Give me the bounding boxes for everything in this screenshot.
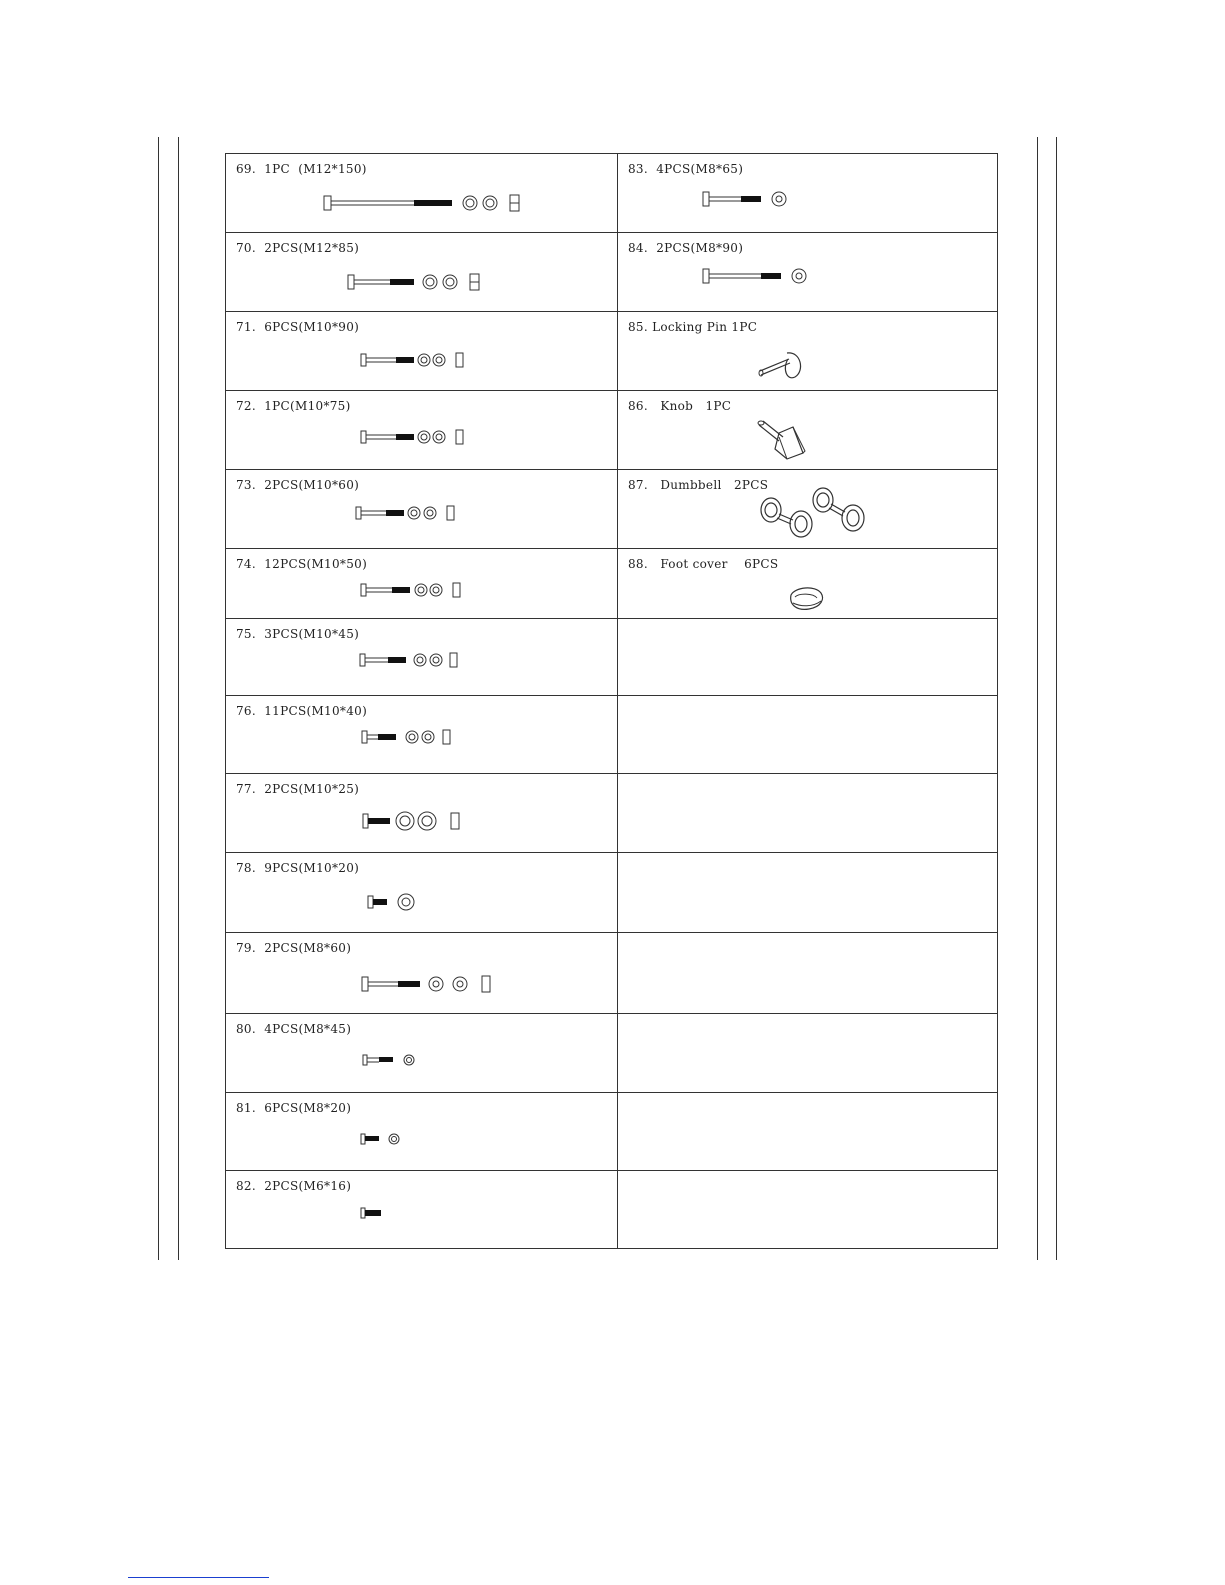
part-label-75: 75. 3PCS(M10*45): [236, 627, 360, 641]
part-cell-87: [617, 470, 997, 549]
bolt-nut-washer-icon: [348, 270, 488, 294]
empty-cell: [617, 774, 997, 853]
page-border-right-outer: [1056, 137, 1057, 1260]
bolt-washer-icon: [361, 1131, 411, 1147]
bolt-nut-washer-icon: [360, 650, 470, 670]
empty-cell: [617, 933, 997, 1014]
bolt-washer-icon: [368, 891, 418, 913]
part-label-71: 71. 6PCS(M10*90): [236, 320, 360, 334]
empty-cell: [617, 619, 997, 696]
bolt-nut-washer-icon: [361, 427, 471, 447]
part-cell-78: [226, 853, 617, 933]
dumbbell-icon: [757, 488, 872, 544]
part-cell-84: [617, 233, 997, 312]
part-label-81: 81. 6PCS(M8*20): [236, 1101, 352, 1115]
bolt-nut-washer-icon: [362, 727, 462, 747]
locking-pin-icon: [757, 347, 807, 379]
bolt-nut-washer-icon: [361, 350, 471, 370]
part-cell-72: [226, 391, 617, 470]
bolt-nut-washer-icon: [324, 191, 534, 215]
bolt-washer-icon: [703, 265, 818, 287]
part-cell-82: [226, 1171, 617, 1250]
part-cell-81: [226, 1093, 617, 1171]
part-cell-69: [226, 154, 617, 233]
empty-cell: [617, 696, 997, 774]
part-label-79: 79. 2PCS(M8*60): [236, 941, 352, 955]
part-cell-71: [226, 312, 617, 391]
part-cell-83: [617, 154, 997, 233]
page-border-right-inner: [1037, 137, 1038, 1260]
hardware-parts-table: [225, 153, 998, 1249]
part-cell-70: [226, 233, 617, 312]
part-cell-88: [617, 549, 997, 619]
bolt-nut-washer-icon: [362, 973, 502, 995]
empty-cell: [617, 853, 997, 933]
part-cell-76: [226, 696, 617, 774]
empty-cell: [617, 1171, 997, 1250]
part-label-73: 73. 2PCS(M10*60): [236, 478, 360, 492]
part-label-70: 70. 2PCS(M12*85): [236, 241, 360, 255]
page-border-left-outer: [158, 137, 159, 1260]
bolt-nut-washer-icon: [361, 580, 471, 600]
part-cell-80: [226, 1014, 617, 1093]
part-label-80: 80. 4PCS(M8*45): [236, 1022, 352, 1036]
part-cell-77: [226, 774, 617, 853]
part-label-88: 88. Foot cover 6PCS: [628, 557, 779, 571]
knob-icon: [757, 419, 809, 461]
empty-cell: [617, 1014, 997, 1093]
page-border-left-inner: [178, 137, 179, 1260]
part-label-74: 74. 12PCS(M10*50): [236, 557, 368, 571]
part-cell-73: [226, 470, 617, 549]
part-label-87: 87. Dumbbell 2PCS: [628, 478, 769, 492]
part-cell-74: [226, 549, 617, 619]
part-label-72: 72. 1PC(M10*75): [236, 399, 351, 413]
foot-cover-icon: [787, 585, 827, 613]
part-cell-75: [226, 619, 617, 696]
part-label-77: 77. 2PCS(M10*25): [236, 782, 360, 796]
part-label-86: 86. Knob 1PC: [628, 399, 732, 413]
bolt-nut-washer-icon: [363, 809, 473, 833]
part-label-82: 82. 2PCS(M6*16): [236, 1179, 352, 1193]
part-cell-79: [226, 933, 617, 1014]
part-label-83: 83. 4PCS(M8*65): [628, 162, 744, 176]
part-label-76: 76. 11PCS(M10*40): [236, 704, 368, 718]
bolt-washer-icon: [703, 188, 798, 210]
bolt-nut-washer-icon: [356, 503, 466, 523]
left-column: [226, 154, 618, 1248]
part-cell-85: [617, 312, 997, 391]
right-column: [617, 154, 997, 1248]
part-label-69: 69. 1PC (M12*150): [236, 162, 367, 176]
part-label-78: 78. 9PCS(M10*20): [236, 861, 360, 875]
part-cell-86: [617, 391, 997, 470]
part-label-84: 84. 2PCS(M8*90): [628, 241, 744, 255]
bolt-icon: [361, 1205, 391, 1221]
bolt-washer-icon: [363, 1052, 423, 1068]
footer-link-underline: [128, 1577, 269, 1578]
empty-cell: [617, 1093, 997, 1171]
part-label-85: 85. Locking Pin 1PC: [628, 320, 758, 334]
